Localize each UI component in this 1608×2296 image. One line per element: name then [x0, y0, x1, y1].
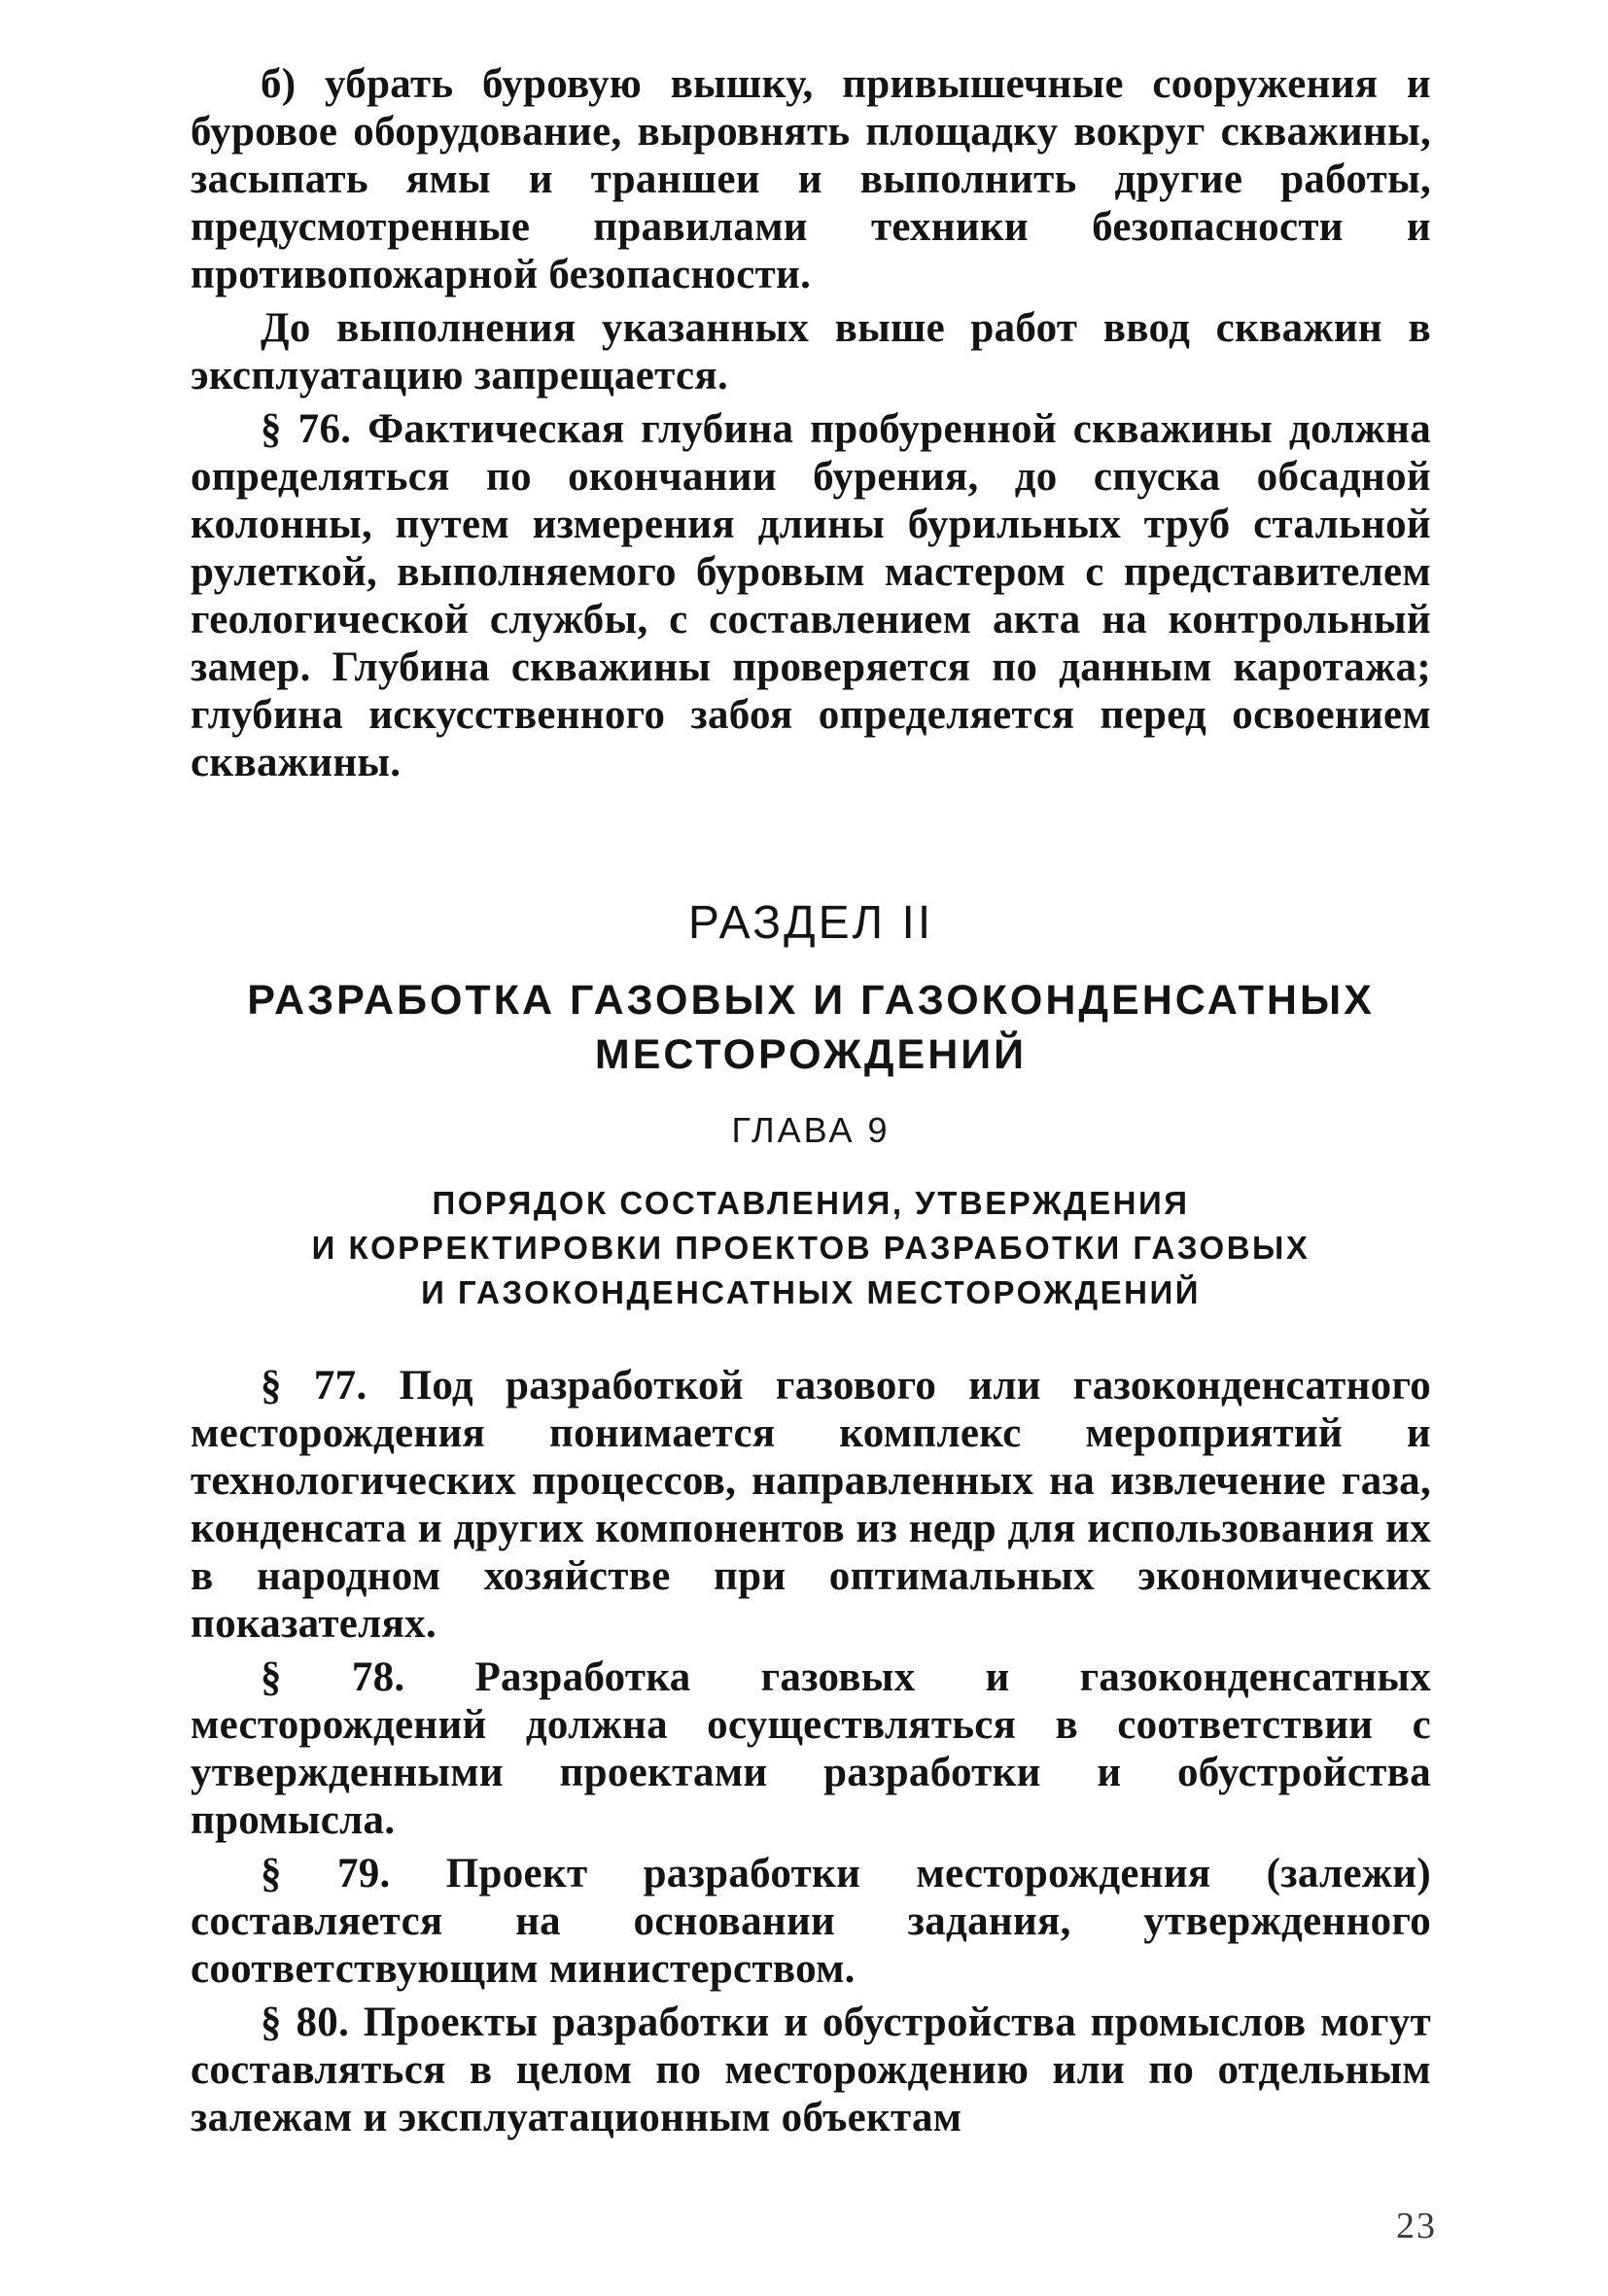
page-content: [191, 60, 1431, 2141]
section-title: [191, 973, 1431, 1082]
paragraph-commissioning-prohibition: До выполнения указанных выше работ ввод скважин в эксплуатацию запрещается.: [191, 305, 1431, 399]
chapter-title-line-1: ПОРЯДОК СОСТАВЛЕНИЯ, УТВЕРЖДЕНИЯ: [432, 1185, 1190, 1221]
section-title-line-1: РАЗРАБОТКА ГАЗОВЫХ И ГАЗОКОНДЕНСАТНЫХ: [247, 977, 1375, 1024]
paragraph-80: § 80. Проекты разработки и обустройства промыслов могут составляться в целом по месторождению или по отдельным залежам и эксплуатационным объектам: [191, 2000, 1431, 2140]
chapter-title-line-2: И КОРРЕКТИРОВКИ ПРОЕКТОВ РАЗРАБОТКИ ГАЗОВЫХ: [311, 1230, 1311, 1266]
section-label: РАЗДЕЛ II: [687, 897, 934, 949]
chapter-title-line-3: И ГАЗОКОНДЕНСАТНЫХ МЕСТОРОЖДЕНИЙ: [421, 1274, 1201, 1310]
chapter-title: [191, 1181, 1431, 1315]
section-title-line-2: МЕСТОРОЖДЕНИЙ: [594, 1031, 1028, 1078]
paragraph-76: § 76. Фактическая глубина пробуренной скважины должна определяться по окончании бурения, до спуска обсадной колонны, путем измерения длины бурильных труб стальной рулеткой, выполняемого буровым мастером с представителем геологической службы, с составлением акта на контрольный замер. Глубина скважины проверяется по данным каротажа; глубина искусственного забоя определяется перед освоением скважины.: [191, 406, 1431, 785]
chapter-label: ГЛАВА 9: [731, 1110, 891, 1150]
page-number: 23: [1396, 2206, 1437, 2246]
paragraph-77: § 77. Под разработкой газового или газоконденсатного месторождения понимается комплекс мероприятий и технологических процессов, направленных на извлечение газа, конденсата и других компонентов из недр для использования их в народном хозяйстве при оптимальных экономических показателях.: [191, 1363, 1431, 1647]
paragraph-79: § 79. Проект разработки месторождения (залежи) составляется на основании задания, утвержденного соответствующим министерством.: [191, 1851, 1431, 1992]
paragraph-78: § 78. Разработка газовых и газоконденсатных месторождений должна осуществляться в соответствии с утвержденными проектами разработки и обустройства промысла.: [191, 1654, 1431, 1843]
paragraph-75b-item: б) убрать буровую вышку, привышечные сооружения и буровое оборудование, выровнять площадку вокруг скважины, засыпать ямы и траншеи и выполнить другие работы, предусмотренные правилами техники безопасности и противопожарной безопасности.: [191, 61, 1431, 297]
